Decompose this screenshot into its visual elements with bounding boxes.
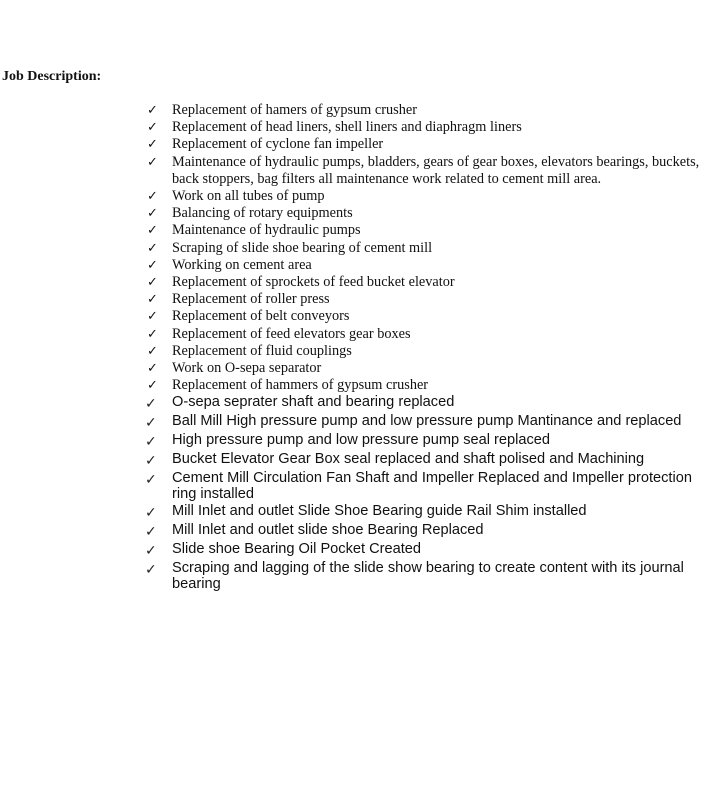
checkmark-icon: ✓ — [147, 292, 158, 308]
list-item — [145, 119, 715, 136]
list-item — [145, 102, 715, 119]
section-heading: Job Description: — [2, 69, 102, 84]
checkmark-icon: ✓ — [145, 524, 157, 541]
job-description-list — [145, 102, 715, 593]
list-item — [145, 154, 715, 188]
list-item — [145, 136, 715, 153]
checkmark-icon: ✓ — [145, 542, 157, 559]
checkmark-icon: ✓ — [147, 275, 158, 291]
list-item-text: Scraping and lagging of the slide show bearing to create content with its journal bearing — [172, 559, 684, 593]
checkmark-icon: ✓ — [145, 471, 157, 488]
list-item — [145, 560, 715, 594]
checkmark-icon: ✓ — [147, 361, 158, 377]
list-item-text: Replacement of head liners, shell liners and diaphragm liners — [172, 119, 522, 136]
list-item — [145, 470, 715, 504]
list-item-text: Slide shoe Bearing Oil Pocket Created — [172, 540, 422, 557]
list-item — [145, 541, 715, 560]
list-item-text: Replacement of sprockets of feed bucket elevator — [172, 274, 455, 291]
list-item — [145, 377, 715, 394]
checkmark-icon: ✓ — [145, 415, 157, 432]
list-item — [145, 222, 715, 239]
list-item-text: Replacement of belt conveyors — [172, 308, 350, 325]
list-item — [145, 522, 715, 541]
list-item — [145, 240, 715, 257]
list-item — [145, 432, 715, 451]
list-item-text: Replacement of roller press — [172, 291, 330, 308]
checkmark-icon: ✓ — [147, 343, 158, 359]
list-item-text: Bucket Elevator Gear Box seal replaced and shaft polised and Machining — [172, 450, 645, 467]
list-item — [145, 291, 715, 308]
list-item-text: Maintenance of hydraulic pumps — [172, 222, 361, 239]
list-item-text: Mill Inlet and outlet Slide Shoe Bearing guide Rail Shim installed — [172, 503, 587, 520]
list-item-text: Replacement of hammers of gypsum crusher — [172, 377, 429, 394]
list-item — [145, 394, 715, 413]
list-item — [145, 257, 715, 274]
checkmark-icon: ✓ — [145, 434, 157, 451]
list-item — [145, 308, 715, 325]
checkmark-icon: ✓ — [145, 396, 157, 413]
list-item-text: Work on O-sepa separator — [172, 360, 322, 377]
checkmark-icon: ✓ — [147, 223, 158, 239]
list-item-text: Replacement of fluid couplings — [172, 342, 352, 359]
list-item — [145, 413, 715, 432]
checkmark-icon: ✓ — [147, 120, 158, 136]
checkmark-icon: ✓ — [147, 154, 158, 170]
list-item-text: Replacement of cyclone fan impeller — [172, 136, 384, 153]
list-item-text: Ball Mill High pressure pump and low pressure pump Mantinance and replaced — [172, 413, 682, 430]
checkmark-icon: ✓ — [145, 452, 157, 469]
list-item-text: Work on all tubes of pump — [172, 188, 325, 205]
list-item-text: Scraping of slide shoe bearing of cement mill — [172, 239, 433, 256]
checkmark-icon: ✓ — [145, 561, 157, 578]
list-item — [145, 503, 715, 522]
list-item-text: Working on cement area — [172, 256, 312, 273]
list-item — [145, 188, 715, 205]
list-item-text: Mill Inlet and outlet slide shoe Bearing Replaced — [172, 522, 484, 539]
list-item — [145, 274, 715, 291]
checkmark-icon: ✓ — [145, 505, 157, 522]
list-item — [145, 326, 715, 343]
checkmark-icon: ✓ — [147, 240, 158, 256]
list-item — [145, 205, 715, 222]
list-item-text: O-sepa seprater shaft and bearing replaced — [172, 394, 455, 411]
list-item-text: Replacement of feed elevators gear boxes — [172, 325, 411, 342]
checkmark-icon: ✓ — [147, 378, 158, 394]
checkmark-icon: ✓ — [147, 137, 158, 153]
checkmark-icon: ✓ — [147, 206, 158, 222]
list-item-text: Maintenance of hydraulic pumps, bladders, gears of gear boxes, elevators bearings, buckets, back stoppers, bag filters all maintenance work related to cement mill area. — [172, 153, 700, 187]
checkmark-icon: ✓ — [147, 189, 158, 205]
checkmark-icon: ✓ — [147, 103, 158, 118]
list-item — [145, 343, 715, 360]
list-item-text: Cement Mill Circulation Fan Shaft and Impeller Replaced and Impeller protection ring installed — [172, 469, 692, 503]
checkmark-icon: ✓ — [147, 326, 158, 342]
list-item-text: Replacement of hamers of gypsum crusher — [172, 102, 417, 118]
list-item — [145, 451, 715, 470]
checkmark-icon: ✓ — [147, 309, 158, 325]
list-item-text: High pressure pump and low pressure pump seal replaced — [172, 432, 551, 449]
checkmark-icon: ✓ — [147, 257, 158, 273]
list-item-text: Balancing of rotary equipments — [172, 205, 353, 222]
list-item — [145, 360, 715, 377]
